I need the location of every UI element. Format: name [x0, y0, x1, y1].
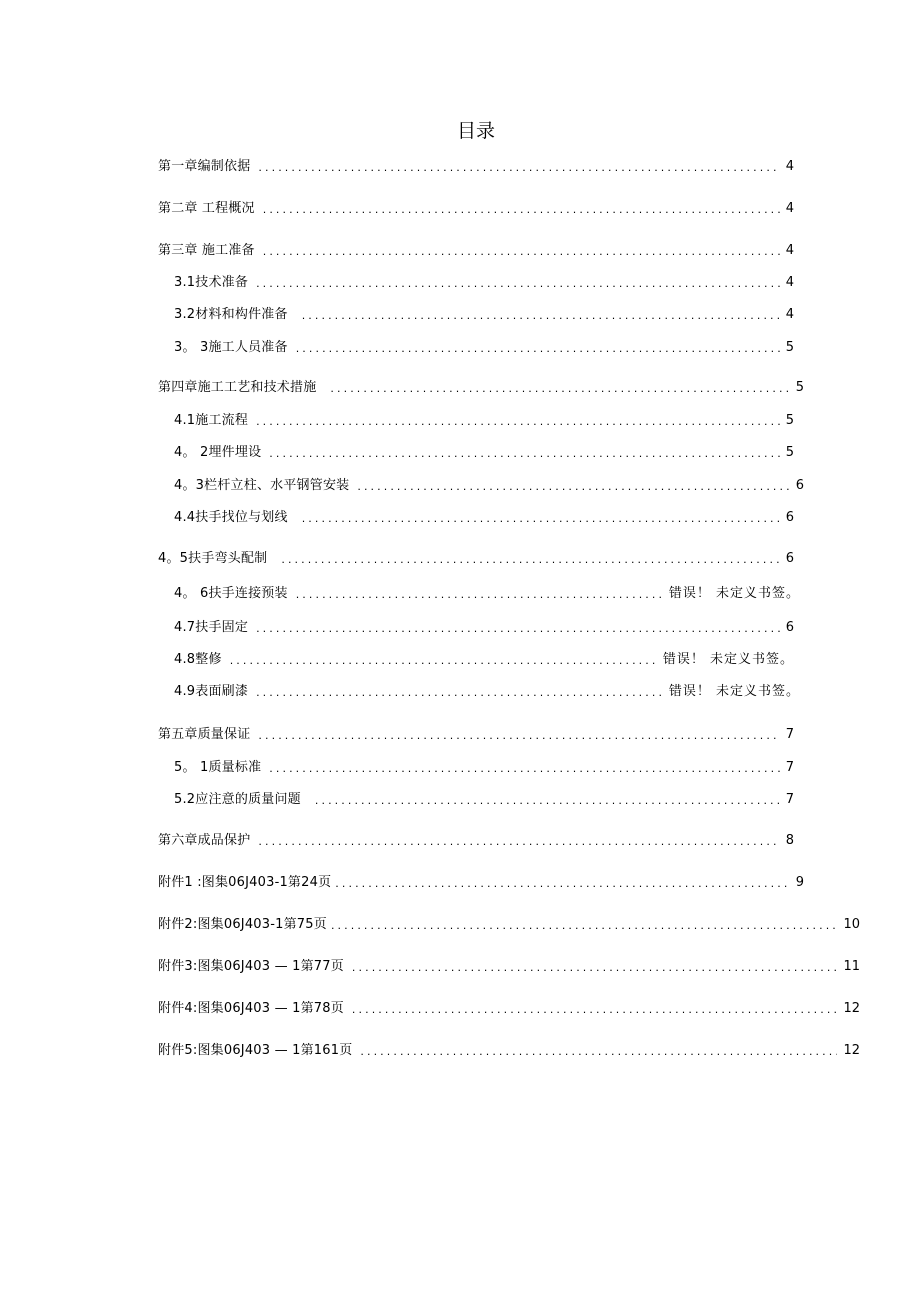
- toc-leader-dots: [269, 446, 779, 462]
- toc-leader-dots: [357, 479, 789, 495]
- toc-entry-page: 4: [785, 201, 794, 216]
- toc-entry-text: 4。 2埋件埋设: [174, 445, 262, 460]
- toc-entry-page: 4: [785, 159, 794, 174]
- toc-entry-page: 7: [785, 727, 794, 742]
- toc-entry[interactable]: [174, 412, 794, 430]
- toc-entry-text: 第二章 工程概况: [158, 201, 255, 216]
- toc-entry-text: 3.1技术准备: [174, 275, 249, 290]
- toc-entry-page: 错误！ 未定义书签。: [668, 684, 800, 699]
- toc-leader-dots: [302, 511, 780, 527]
- toc-entry[interactable]: [158, 379, 804, 397]
- toc-leader-dots: [281, 552, 779, 568]
- toc-entry-page: 错误！ 未定义书签。: [662, 652, 794, 667]
- toc-entry[interactable]: [174, 509, 794, 527]
- toc-entry[interactable]: [174, 477, 804, 495]
- toc-entry-page: 12: [843, 1043, 860, 1058]
- toc-entry-page: 5: [785, 340, 794, 355]
- toc-entry[interactable]: [174, 791, 794, 809]
- toc-entry-text: 5.2应注意的质量问题: [174, 792, 301, 807]
- toc-entry-page: 错误！ 未定义书签。: [668, 586, 800, 601]
- toc-leader-dots: [258, 728, 779, 744]
- toc-leader-dots: [352, 1002, 838, 1018]
- toc-leader-dots: [263, 202, 780, 218]
- toc-entry-page: 12: [843, 1001, 860, 1016]
- toc-entry[interactable]: [158, 874, 804, 892]
- toc-entry-page: 6: [785, 510, 794, 525]
- toc-entry-text: 4.9表面刷漆: [174, 684, 249, 699]
- toc-entry-text: 4.4扶手找位与划线: [174, 510, 288, 525]
- toc-entry[interactable]: [174, 444, 794, 462]
- toc-entry-text: 附件4:图集06J403 — 1第78页: [158, 1001, 344, 1016]
- toc-entry-text: 4.1施工流程: [174, 413, 249, 428]
- toc-entry-page: 4: [785, 275, 794, 290]
- toc-entry[interactable]: [158, 1000, 860, 1018]
- toc-entry-page: 5: [785, 445, 794, 460]
- toc-entry-page: 6: [785, 620, 794, 635]
- toc-entry-page: 6: [785, 551, 794, 566]
- toc-title: 目录: [456, 120, 495, 142]
- toc-entry-page: 7: [785, 760, 794, 775]
- toc-entry[interactable]: [174, 683, 800, 701]
- toc-entry[interactable]: [174, 274, 794, 292]
- toc-entry-text: 第一章编制依据: [158, 159, 251, 174]
- toc-entry-text: 第六章成品保护: [158, 833, 251, 848]
- toc-entry-text: 第四章施工工艺和技术措施: [158, 380, 317, 395]
- toc-entry-page: 6: [795, 478, 804, 493]
- toc-leader-dots: [256, 276, 780, 292]
- toc-entry-page: 9: [795, 875, 804, 890]
- toc-entry-page: 4: [785, 307, 794, 322]
- toc-leader-dots: [256, 414, 780, 430]
- toc-entry-page: 8: [785, 833, 794, 848]
- toc-entry-text: 4.8整修: [174, 652, 222, 667]
- toc-entry-text: 4.7扶手固定: [174, 620, 249, 635]
- toc-entry-page: 11: [843, 959, 860, 974]
- toc-entry-text: 4。5扶手弯头配制: [158, 551, 268, 566]
- toc-leader-dots: [296, 587, 663, 603]
- toc-leader-dots: [258, 834, 779, 850]
- toc-leader-dots: [335, 876, 789, 892]
- toc-leader-dots: [352, 960, 838, 976]
- toc-entry[interactable]: [174, 759, 794, 777]
- toc-entry[interactable]: [158, 200, 794, 218]
- toc-entry-text: 附件2:图集06J403-1第75页: [158, 917, 327, 932]
- toc-entry[interactable]: [158, 958, 860, 976]
- toc-entry-page: 5: [785, 413, 794, 428]
- toc-entry-text: 附件1 :图集06J403-1第24页: [158, 875, 332, 890]
- toc-leader-dots: [360, 1044, 837, 1060]
- toc-entry-text: 第三章 施工准备: [158, 243, 255, 258]
- toc-entry-text: 3.2材料和构件准备: [174, 307, 288, 322]
- toc-entry-page: 10: [843, 917, 860, 932]
- toc-entry-page: 4: [785, 243, 794, 258]
- toc-entry[interactable]: [158, 832, 794, 850]
- toc-entry[interactable]: [174, 619, 794, 637]
- toc-leader-dots: [315, 793, 780, 809]
- toc-entry[interactable]: [158, 242, 794, 260]
- toc-entry-text: 第五章质量保证: [158, 727, 251, 742]
- toc-leader-dots: [330, 381, 789, 397]
- toc-leader-dots: [256, 621, 780, 637]
- toc-entry[interactable]: [174, 585, 800, 603]
- toc-leader-dots: [263, 244, 780, 260]
- toc-entry[interactable]: [174, 306, 794, 324]
- toc-leader-dots: [256, 685, 663, 701]
- toc-leader-dots: [302, 308, 780, 324]
- toc-leader-dots: [230, 653, 657, 669]
- toc-entry-text: 4。3栏杆立柱、水平钢管安装: [174, 478, 350, 493]
- toc-entry[interactable]: [174, 339, 794, 357]
- toc-leader-dots: [296, 341, 780, 357]
- toc-entry[interactable]: [158, 550, 794, 568]
- toc-entry[interactable]: [158, 726, 794, 744]
- toc-entry[interactable]: [174, 651, 794, 669]
- toc-leader-dots: [331, 918, 838, 934]
- toc-entry-text: 附件5:图集06J403 — 1第161页: [158, 1043, 353, 1058]
- toc-entry-text: 3。 3施工人员准备: [174, 340, 288, 355]
- toc-entry[interactable]: [158, 158, 794, 176]
- toc-entry-text: 5。 1质量标准: [174, 760, 262, 775]
- toc-leader-dots: [258, 160, 779, 176]
- toc-entry-page: 7: [785, 792, 794, 807]
- toc-entry-page: 5: [795, 380, 804, 395]
- toc-entry[interactable]: [158, 916, 860, 934]
- toc-entry[interactable]: [158, 1042, 860, 1060]
- toc-entry-text: 附件3:图集06J403 — 1第77页: [158, 959, 344, 974]
- toc-leader-dots: [269, 761, 779, 777]
- toc-entry-text: 4。 6扶手连接预装: [174, 586, 288, 601]
